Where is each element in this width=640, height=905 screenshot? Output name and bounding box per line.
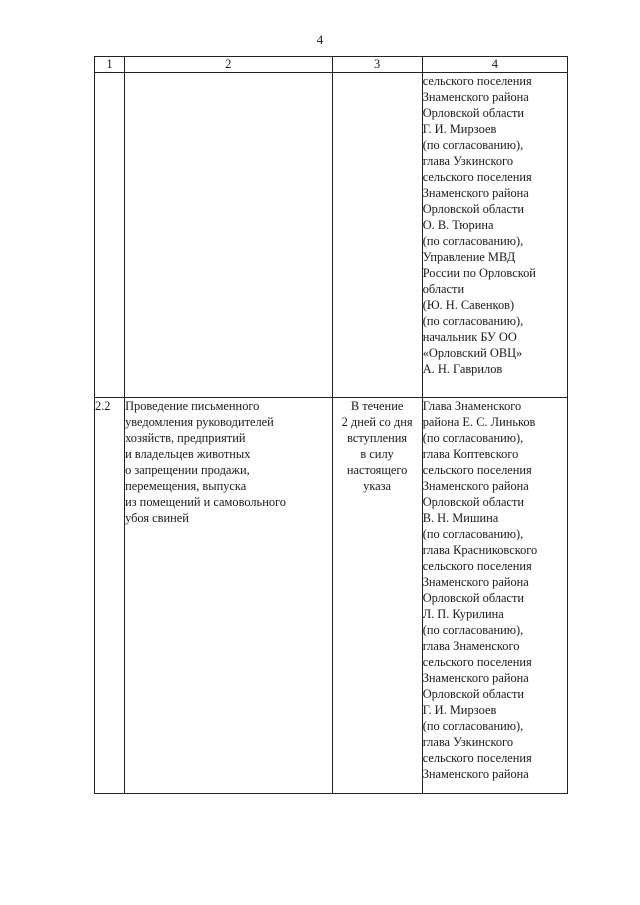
term-line: 2 дней со дня: [341, 415, 413, 429]
responsible-line: глава Знаменского: [422, 639, 520, 653]
action-line: и владельцев животных: [125, 447, 251, 461]
responsible-line: глава Узкинского: [422, 735, 514, 749]
responsible-line: В. Н. Мишина: [422, 511, 499, 525]
responsible-line: глава Коптевского: [422, 447, 519, 461]
column-header-1: 1: [95, 57, 125, 73]
term-cell: [332, 398, 422, 794]
item-number-cell: 2.2: [95, 398, 125, 794]
column-header-2: 2: [125, 57, 332, 73]
term-line: В течение: [350, 399, 404, 413]
table-row: [95, 73, 568, 398]
term-line: в силу: [360, 447, 394, 461]
responsible-cell: [422, 73, 567, 398]
responsible-line: Знаменского района: [422, 575, 529, 589]
responsible-line: начальник БУ ОО: [422, 330, 517, 344]
responsible-line: Знаменского района: [422, 186, 529, 200]
responsible-line: Орловской области: [422, 106, 525, 120]
term-line: настоящего: [346, 463, 408, 477]
responsible-line: (по согласованию),: [422, 431, 524, 445]
responsible-line: (по согласованию),: [422, 527, 524, 541]
responsible-line: Знаменского района: [422, 671, 529, 685]
responsible-line: (по согласованию),: [422, 314, 524, 328]
item-number-cell: [95, 73, 125, 398]
term-line: вступления: [347, 431, 408, 445]
responsible-line: сельского поселения: [422, 751, 532, 765]
responsible-line: Глава Знаменского: [422, 399, 522, 413]
action-cell: [125, 73, 332, 398]
responsible-line: (Ю. Н. Савенков): [422, 298, 515, 312]
responsible-line: России по Орловской: [422, 266, 536, 280]
responsible-line: области: [422, 282, 465, 296]
responsible-line: Знаменского района: [422, 479, 529, 493]
table-row: [95, 398, 568, 794]
responsible-line: сельского поселения: [422, 559, 532, 573]
responsible-line: Г. И. Мирзоев: [422, 122, 497, 136]
responsible-line: Л. П. Курилина: [422, 607, 504, 621]
responsible-line: Орловской области: [422, 202, 525, 216]
responsible-line: (по согласованию),: [422, 138, 524, 152]
responsible-line: Управление МВД: [422, 250, 516, 264]
responsible-line: «Орловский ОВЦ»: [422, 346, 523, 360]
action-line: о запрещении продажи,: [125, 463, 250, 477]
responsible-line: (по согласованию),: [422, 623, 524, 637]
responsible-line: Орловской области: [422, 591, 525, 605]
responsible-line: сельского поселения: [422, 170, 532, 184]
responsible-line: (по согласованию),: [422, 234, 524, 248]
responsible-line: (по согласованию),: [422, 719, 524, 733]
responsible-line: Орловской области: [422, 687, 525, 701]
column-header-4: 4: [422, 57, 567, 73]
action-line: уведомления руководителей: [125, 415, 274, 429]
responsible-line: А. Н. Гаврилов: [422, 362, 503, 376]
term-cell: [332, 73, 422, 398]
responsible-line: Знаменского района: [422, 90, 529, 104]
action-line: Проведение письменного: [125, 399, 260, 413]
action-line: хозяйств, предприятий: [125, 431, 246, 445]
responsible-line: Знаменского района: [422, 767, 529, 781]
responsible-line: Орловской области: [422, 495, 525, 509]
responsible-line: О. В. Тюрина: [422, 218, 494, 232]
measures-table: [94, 56, 568, 794]
responsible-line: глава Узкинского: [422, 154, 514, 168]
page-number: 4: [316, 32, 324, 47]
action-cell: [125, 398, 332, 794]
responsible-line: сельского поселения: [422, 463, 532, 477]
responsible-line: сельского поселения: [422, 655, 532, 669]
action-line: убоя свиней: [125, 511, 189, 525]
action-line: перемещения, выпуска: [125, 479, 247, 493]
table-header-row: [95, 57, 568, 73]
column-header-3: 3: [332, 57, 422, 73]
responsible-line: Г. И. Мирзоев: [422, 703, 497, 717]
responsible-line: сельского поселения: [422, 74, 532, 88]
responsible-line: глава Красниковского: [422, 543, 538, 557]
action-line: из помещений и самовольного: [125, 495, 286, 509]
responsible-line: района Е. С. Линьков: [422, 415, 536, 429]
term-line: указа: [363, 479, 392, 493]
responsible-cell: [422, 398, 567, 794]
